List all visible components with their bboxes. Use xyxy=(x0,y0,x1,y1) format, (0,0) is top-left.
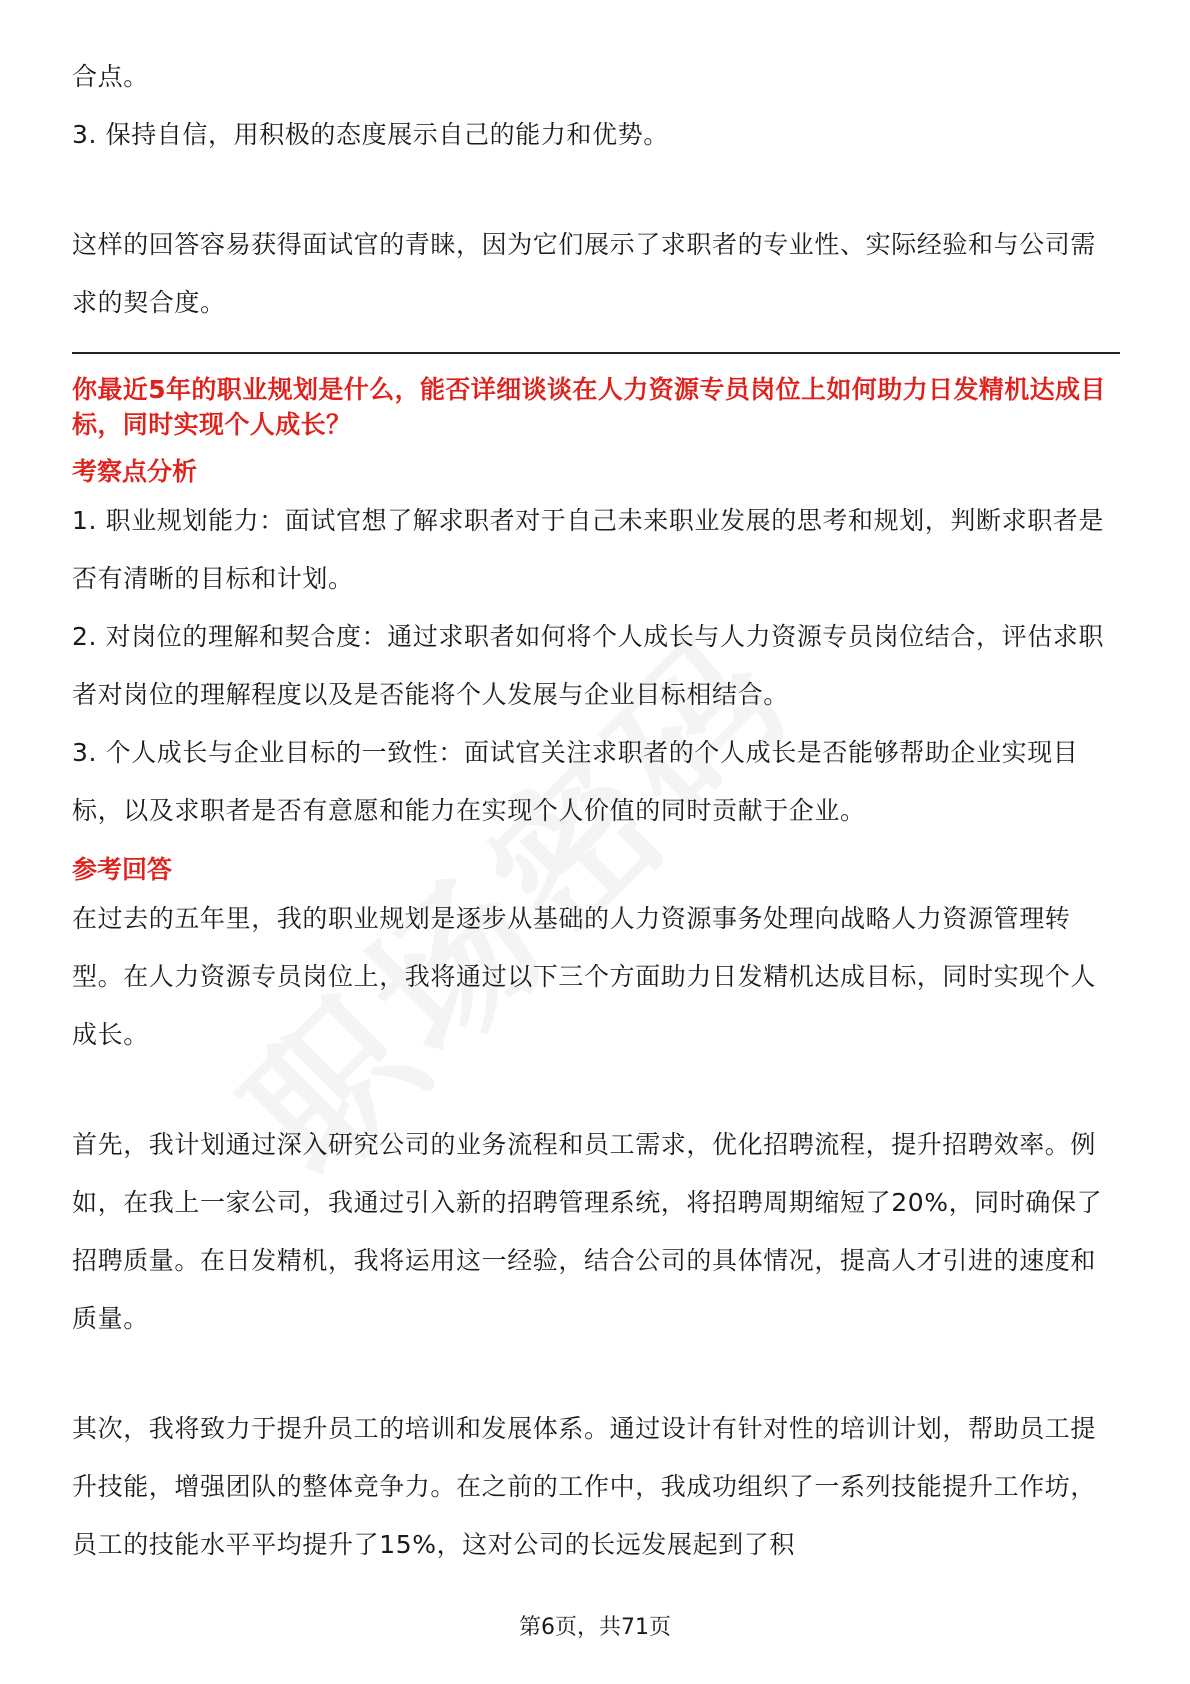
answer-paragraph: 首先，我计划通过深入研究公司的业务流程和员工需求，优化招聘流程，提升招聘效率。例如，在我上一家公司，我通过引入新的招聘管理系统，将招聘周期缩短了20%，同时确保了招聘质量。在日发精机，我将运用这一经验，结合公司的具体情况，提高人才引进的速度和质量。 xyxy=(72,1130,1103,1333)
section-divider xyxy=(72,352,1120,354)
analysis-item: 2. 对岗位的理解和契合度：通过求职者如何将个人成长与人力资源专员岗位结合，评估求职者对岗位的理解程度以及是否能将个人发展与企业目标相结合。 xyxy=(72,622,1105,709)
intro-item-3: 3. 保持自信，用积极的态度展示自己的能力和优势。 xyxy=(72,120,669,149)
analysis-item: 3. 个人成长与企业目标的一致性：面试官关注求职者的个人成长是否能够帮助企业实现目标，以及求职者是否有意愿和能力在实现个人价值的同时贡献于企业。 xyxy=(72,738,1079,825)
answer-paragraph: 在过去的五年里，我的职业规划是逐步从基础的人力资源事务处理向战略人力资源管理转型。在人力资源专员岗位上，我将通过以下三个方面助力日发精机达成目标，同时实现个人成长。 xyxy=(72,904,1097,1049)
question-heading: 你最近5年的职业规划是什么，能否详细谈谈在人力资源专员岗位上如何助力日发精机达成目标，同时实现个人成长？ xyxy=(72,375,1106,439)
answer-paragraph: 其次，我将致力于提升员工的培训和发展体系。通过设计有针对性的培训计划，帮助员工提升技能，增强团队的整体竞争力。在之前的工作中，我成功组织了一系列技能提升工作坊，员工的技能水平平均提升了15%，这对公司的长远发展起到了积 xyxy=(72,1414,1097,1559)
page-footer: 第6页，共71页 xyxy=(519,1615,671,1640)
intro-continued-line: 合点。 xyxy=(72,62,149,91)
intro-summary: 这样的回答容易获得面试官的青睐，因为它们展示了求职者的专业性、实际经验和与公司需求的契合度。 xyxy=(72,230,1097,317)
analysis-item: 1. 职业规划能力：面试官想了解求职者对于自己未来职业发展的思考和规划，判断求职者是否有清晰的目标和计划。 xyxy=(72,506,1105,593)
analysis-title: 考察点分析 xyxy=(72,457,198,486)
answer-title: 参考回答 xyxy=(72,855,173,884)
document-page xyxy=(72,48,1120,1574)
